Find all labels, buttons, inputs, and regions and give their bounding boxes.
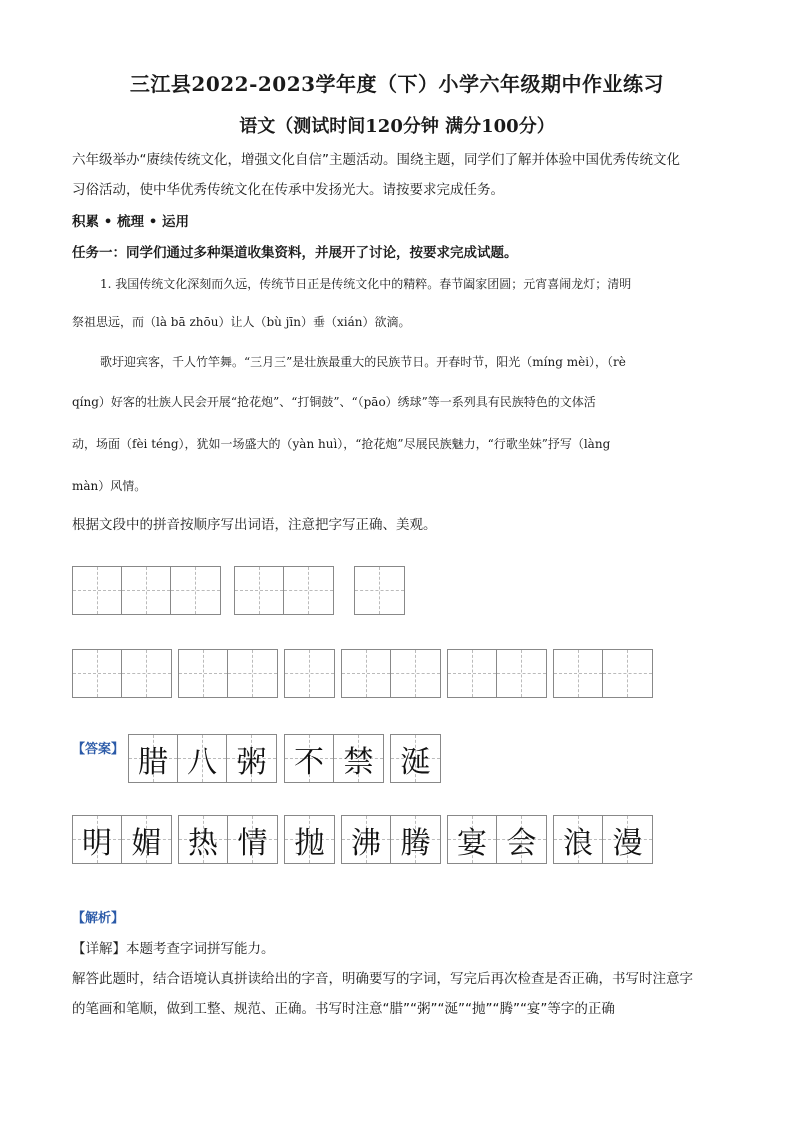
answer-word-yan-hui	[447, 815, 547, 864]
answer-char: 腾	[400, 825, 431, 861]
analysis-label: 【解析】	[72, 911, 125, 926]
answer-char: 媚	[131, 825, 162, 861]
answer-word-pao	[284, 815, 335, 864]
blank-grid-ming-mei[interactable]	[72, 649, 172, 698]
analysis-line-2: 的笔画和笔顺，做到工整、规范、正确。书写时注意“腊”“粥”“涎”“抛”“腾”“宴”等字的正确	[72, 1001, 615, 1017]
answer-char: 抛	[294, 825, 325, 861]
answer-label: 【答案】	[72, 742, 125, 757]
answer-char: 漫	[612, 825, 643, 861]
answer-word-laba-zhou	[128, 734, 277, 783]
intro-line-2: 习俗活动，使中华优秀传统文化在传承中发扬光大。请按要求完成任务。	[72, 182, 504, 198]
answer-char: 不	[294, 744, 324, 780]
passage-para2-line1: 歌圩迎宾客，千人竹竿舞。“三月三”是壮族最重大的民族节日。开春时节，阳光（míng mèi），（rè	[100, 355, 626, 369]
analysis-detail: 【详解】本题考查字词拼写能力。	[72, 941, 275, 957]
answer-char: 会	[506, 825, 537, 861]
blank-grid-row-1	[72, 566, 412, 615]
blank-grid-xian[interactable]	[354, 566, 405, 615]
answer-word-fei-teng	[341, 815, 441, 864]
blank-grid-yan-hui[interactable]	[447, 649, 547, 698]
answer-word-re-qing	[178, 815, 278, 864]
answer-grid-row-1	[128, 734, 448, 783]
answer-char: 热	[188, 825, 218, 861]
answer-word-bu-jin	[284, 734, 384, 783]
answer-word-lang-man	[553, 815, 653, 864]
blank-grid-lang-man[interactable]	[553, 649, 653, 698]
task-one-heading: 任务一：同学们通过多种渠道收集资料，并展开了讨论，按要求完成试题。	[72, 245, 518, 261]
section-title: 积累 • 梳理 • 运用	[72, 214, 190, 230]
answer-word-xian	[390, 734, 441, 783]
instruction-text: 根据文段中的拼音按顺序写出词语，注意把字写正确、美观。	[72, 517, 437, 533]
blank-grid-pao[interactable]	[284, 649, 335, 698]
answer-char: 禁	[343, 744, 374, 780]
answer-char: 明	[82, 825, 112, 861]
answer-char: 浪	[563, 825, 593, 861]
answer-char: 宴	[457, 825, 487, 861]
analysis-line-1: 解答此题时，结合语境认真拼读给出的字音，明确要写的字词，写完后再次检查是否正确，书写时注意字	[72, 971, 693, 987]
answer-char: 八	[187, 744, 217, 780]
intro-line-1: 六年级举办“赓续传统文化，增强文化自信”主题活动。围绕主题，同学们了解并体验中国优秀传统文化	[72, 152, 680, 168]
exam-subtitle: 语文（测试时间120分钟 满分100分）	[239, 116, 555, 137]
answer-char: 情	[237, 825, 268, 861]
answer-char: 涎	[400, 744, 431, 780]
passage-para1-line1: 1. 我国传统文化深刻而久远，传统节日正是传统文化中的精粹。春节阖家团圆；元宵喜闹龙灯；清明	[100, 277, 632, 291]
blank-grid-bu-jin[interactable]	[234, 566, 334, 615]
passage-para2-line4: màn）风情。	[72, 479, 147, 493]
answer-char: 沸	[351, 825, 381, 861]
passage-para1-line2: 祭祖思远，而（là bā zhōu）让人（bù jīn）垂（xián）欲滴。	[72, 315, 411, 329]
answer-grid-row-2	[72, 815, 652, 864]
answer-char: 粥	[236, 744, 267, 780]
passage-para2-line2: qíng）好客的壮族人民会开展“抢花炮”、“打铜鼓”、“（pāo）绣球”等一系列具有民族特色的文体活	[72, 395, 596, 409]
passage-para2-line3: 动，场面（fèi téng），犹如一场盛大的（yàn huì），“抢花炮”尽展民族魅力，“行歌坐妹”抒写（làng	[72, 437, 611, 451]
blank-grid-laba-zhou[interactable]	[72, 566, 221, 615]
exam-title: 三江县2022-2023学年度（下）小学六年级期中作业练习	[129, 72, 665, 96]
answer-char: 腊	[138, 744, 168, 780]
answer-word-ming-mei	[72, 815, 172, 864]
blank-grid-re-qing[interactable]	[178, 649, 278, 698]
blank-grid-row-2	[72, 649, 652, 698]
blank-grid-fei-teng[interactable]	[341, 649, 441, 698]
